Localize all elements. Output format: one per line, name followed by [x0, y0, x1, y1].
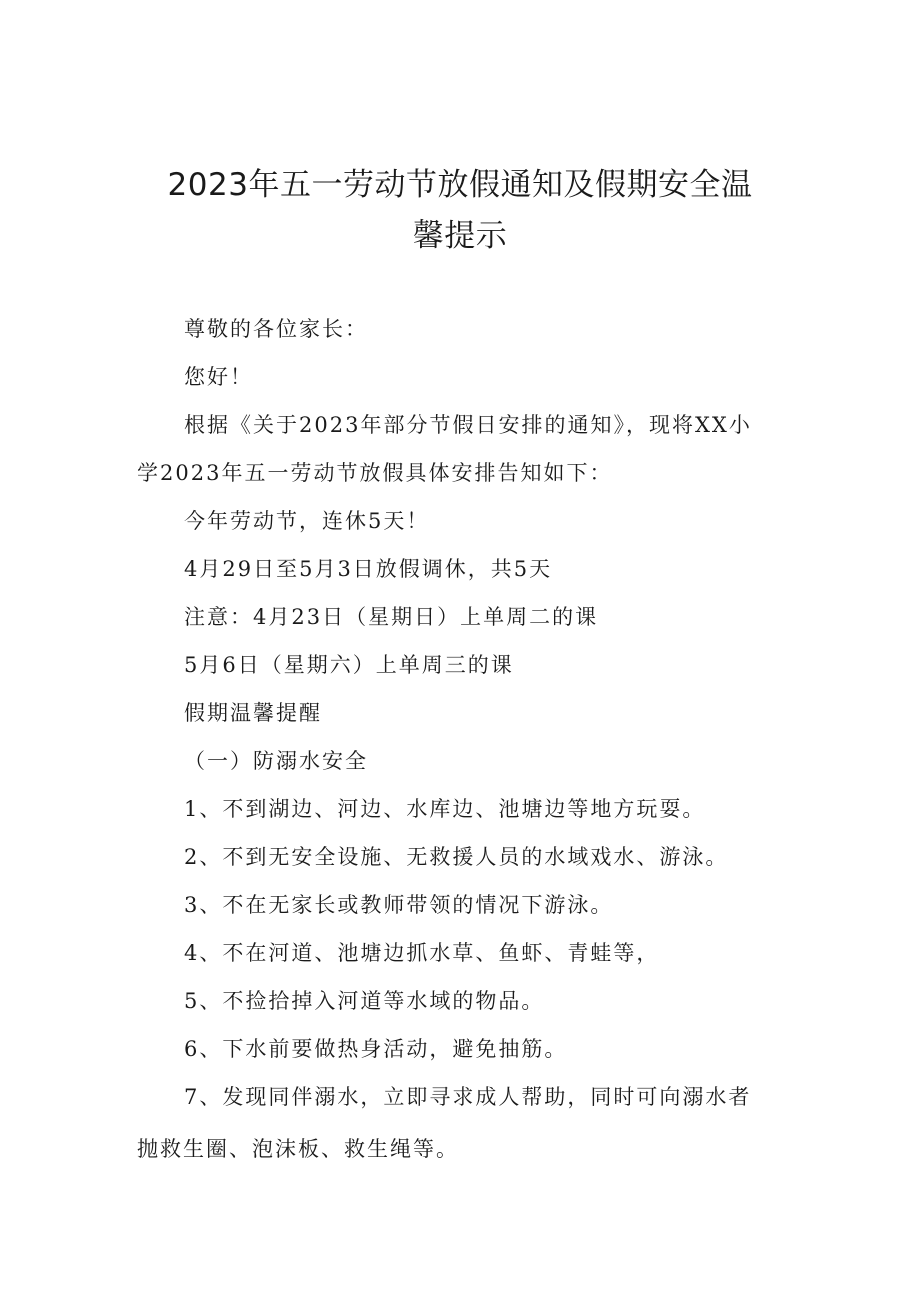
- list-item: 1、不到湖边、河边、水库边、池塘边等地方玩耍。: [184, 797, 706, 821]
- intro-line-2: 学2023年五一劳动节放假具体安排告知如下：: [137, 461, 613, 485]
- holiday-dates: 4月29日至5月3日放假调休，共5天: [184, 557, 553, 581]
- intro-line-1: 根据《关于2023年部分节假日安排的通知》，现将XX小: [184, 413, 752, 437]
- greeting: 您好！: [184, 365, 253, 389]
- list-item: 5、不捡拾掉入河道等水域的物品。: [184, 989, 545, 1013]
- note-line-2: 5月6日（星期六）上单周三的课: [184, 653, 514, 677]
- list-item: 6、下水前要做热身活动，避免抽筋。: [184, 1037, 568, 1061]
- list-item: 3、不在无家长或教师带领的情况下游泳。: [184, 893, 614, 917]
- list-item-7-line-2: 抛救生圈、泡沫板、救生绳等。: [137, 1137, 459, 1161]
- note-line-1: 注意：4月23日（星期日）上单周二的课: [184, 605, 599, 629]
- document-title-line-2: 馨提示: [412, 218, 508, 254]
- reminder-heading: 假期温馨提醒: [184, 701, 322, 725]
- list-item: 2、不到无安全设施、无救援人员的水域戏水、游泳。: [184, 845, 729, 869]
- list-item-7-line-1: 7、发现同伴溺水，立即寻求成人帮助，同时可向溺水者: [184, 1085, 752, 1109]
- holiday-summary: 今年劳动节，连休5天！: [184, 509, 430, 533]
- list-item: 4、不在河道、池塘边抓水草、鱼虾、青蛙等，: [184, 941, 660, 965]
- document-title-line-1: 2023年五一劳动节放假通知及假期安全温: [167, 167, 753, 203]
- salutation: 尊敬的各位家长：: [184, 317, 368, 341]
- section-one-heading: （一）防溺水安全: [184, 749, 368, 773]
